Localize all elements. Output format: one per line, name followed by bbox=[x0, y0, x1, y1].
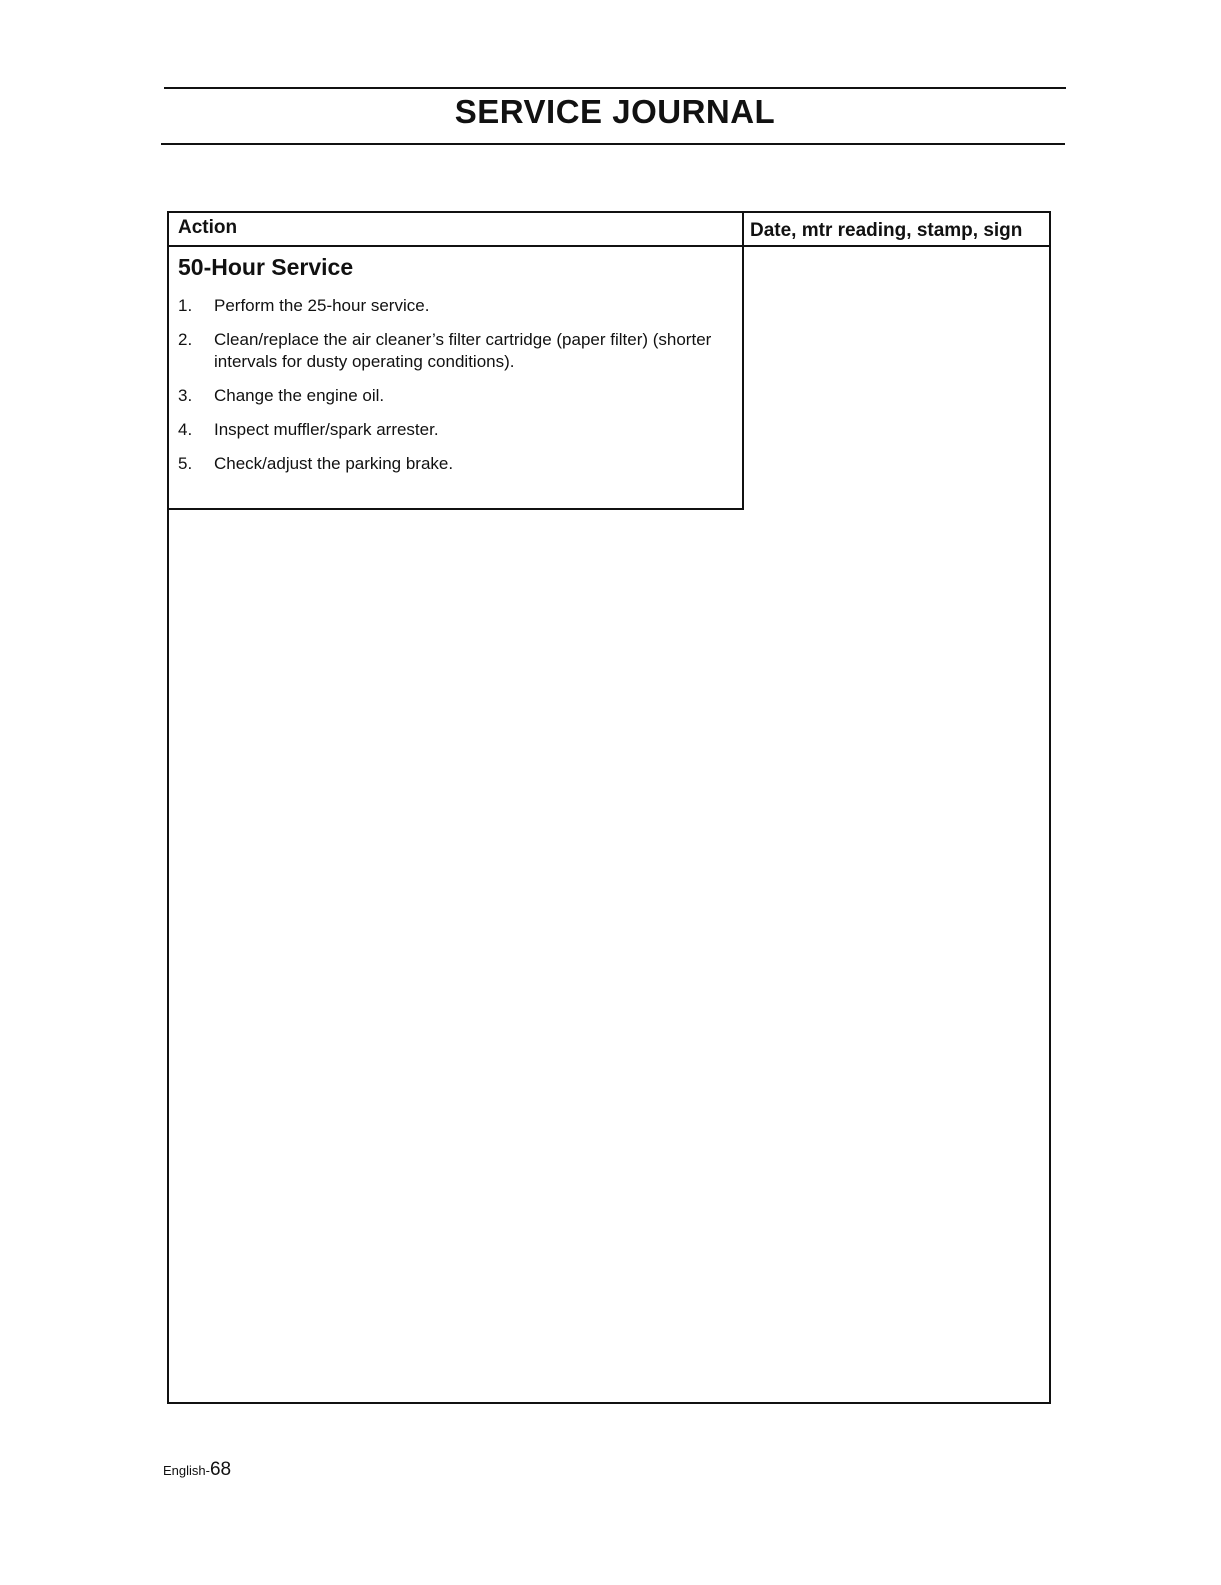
task-item bbox=[178, 453, 738, 475]
task-text: Check/adjust the parking brake. bbox=[214, 454, 454, 473]
action-box-bottom-rule bbox=[169, 508, 744, 510]
record-column-header: Date, mtr reading, stamp, sign bbox=[750, 220, 1023, 241]
task-number: 1. bbox=[178, 296, 193, 315]
page-title: SERVICE JOURNAL bbox=[454, 93, 776, 130]
column-divider bbox=[742, 213, 744, 509]
task-text: Perform the 25-hour service. bbox=[214, 296, 430, 315]
header-row-divider bbox=[169, 245, 1049, 247]
task-number: 3. bbox=[178, 386, 193, 405]
task-item bbox=[178, 295, 738, 317]
task-item bbox=[178, 385, 738, 407]
task-number: 2. bbox=[178, 330, 193, 349]
task-text: Change the engine oil. bbox=[214, 386, 385, 405]
task-text: Inspect muffler/spark arrester. bbox=[214, 420, 439, 439]
task-text: Clean/replace the air cleaner’s filter cartridge (paper filter) (shorter intervals for dusty operating conditions). bbox=[214, 330, 712, 371]
title-rule-bottom bbox=[161, 143, 1065, 145]
action-column-header: Action bbox=[178, 217, 238, 238]
page-number-value: 68 bbox=[209, 1459, 232, 1480]
section-title: 50-Hour Service bbox=[178, 254, 354, 280]
task-list bbox=[178, 295, 738, 487]
task-item bbox=[178, 419, 738, 441]
task-number: 5. bbox=[178, 454, 193, 473]
page-language: English- bbox=[163, 1463, 210, 1478]
task-number: 4. bbox=[178, 420, 193, 439]
task-item bbox=[178, 329, 738, 373]
title-rule-top bbox=[164, 87, 1066, 89]
page-number bbox=[163, 1459, 231, 1481]
